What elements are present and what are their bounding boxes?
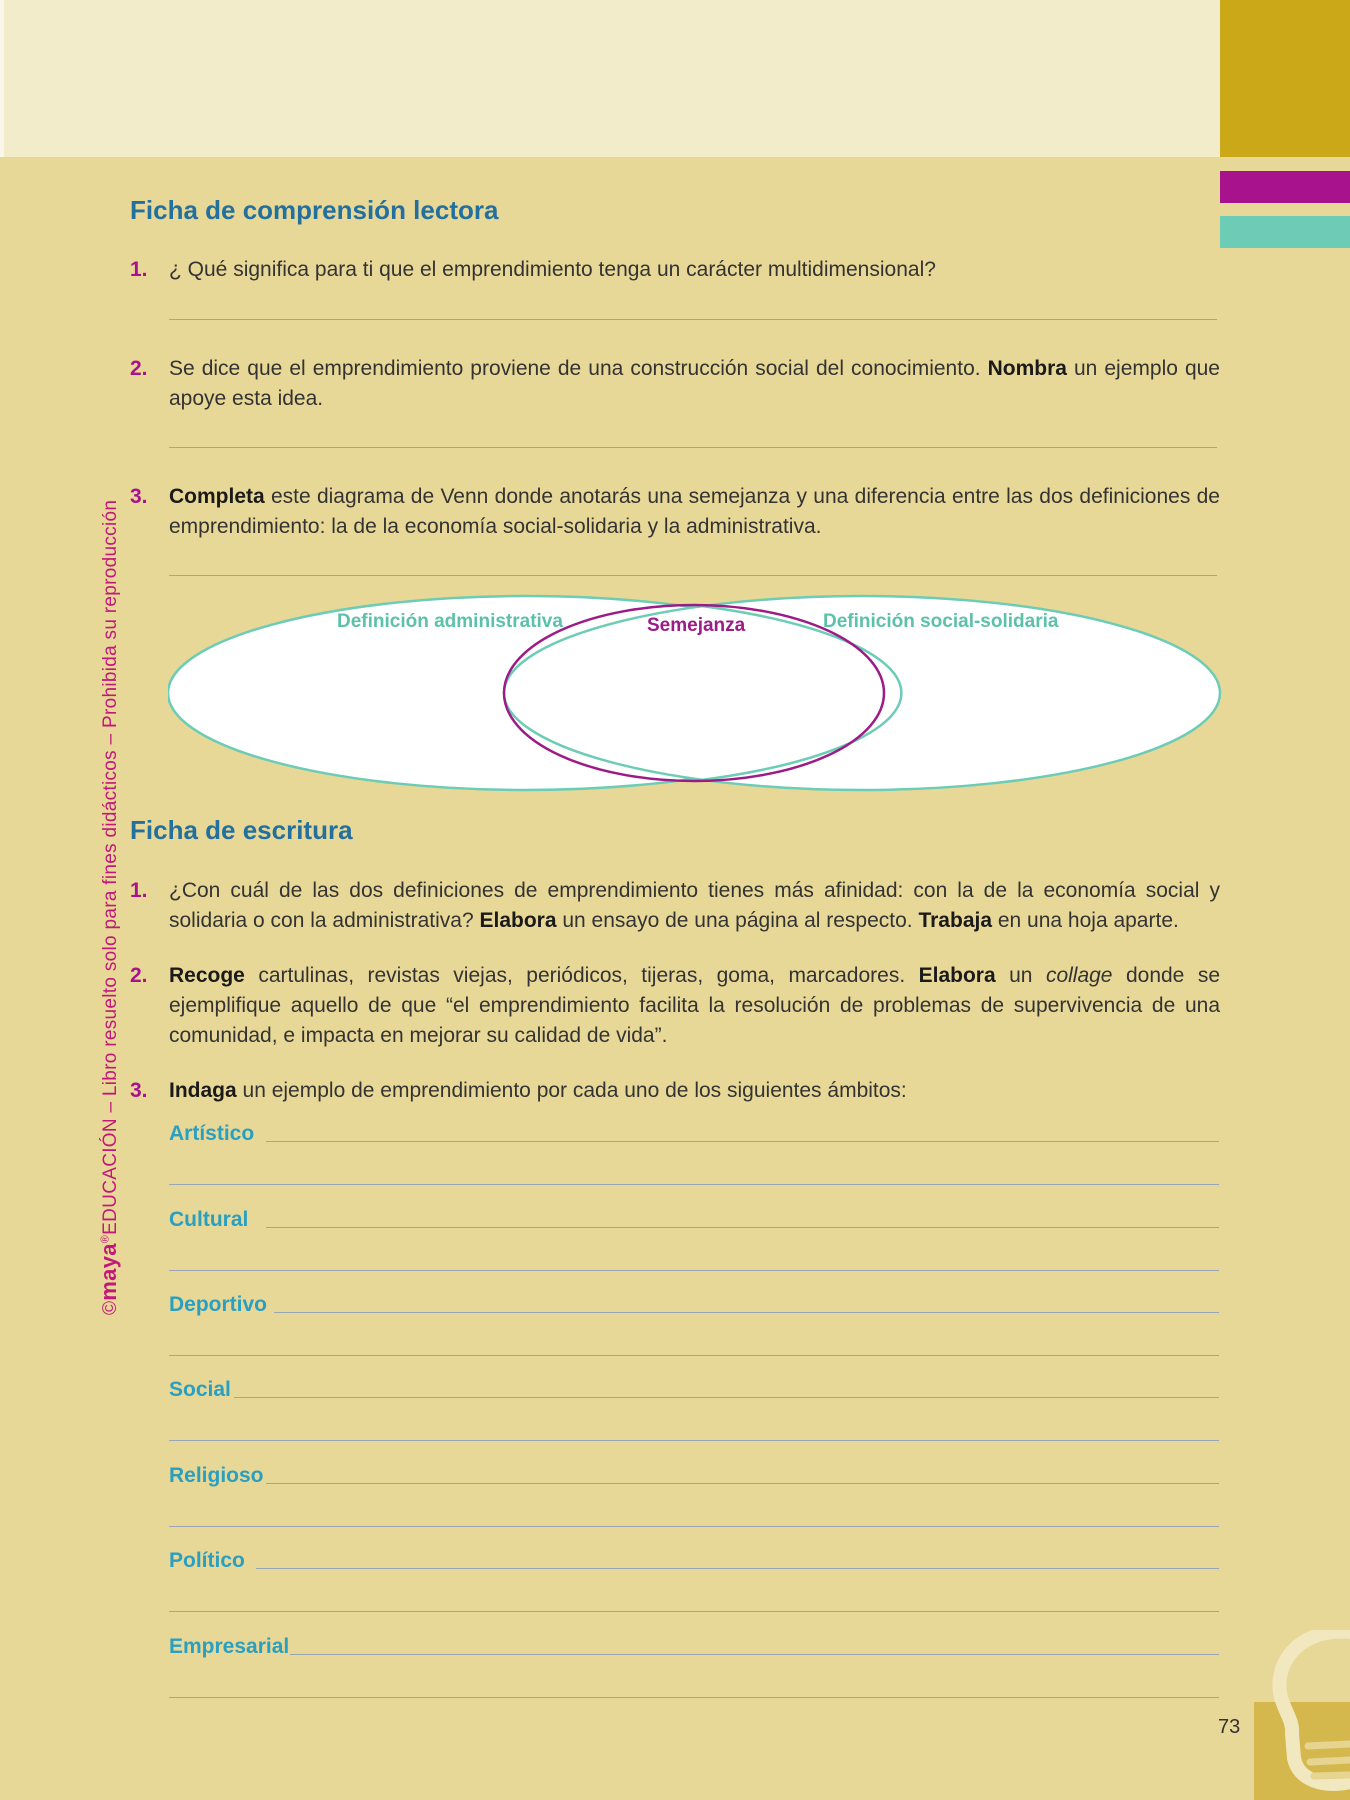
page-number: 73 (1218, 1716, 1241, 1738)
venn-label-social-solidaria: Definición social-solidaria (823, 611, 1059, 632)
ambito-answer-line[interactable] (169, 1355, 1219, 1356)
ambito-answer-line[interactable] (169, 1697, 1219, 1698)
ambito-answer-line[interactable] (266, 1227, 1219, 1228)
ambito-answer-line[interactable] (256, 1568, 1219, 1569)
brand-logo-text: maya (96, 1243, 121, 1301)
question-2: 2. Se dice que el emprendimiento proviene de una construcción social del conocimiento. Nombra un ejemplo que apoye esta idea. (130, 357, 1220, 410)
ambito-answer-line[interactable] (274, 1312, 1219, 1313)
corner-strip-magenta (1220, 171, 1350, 203)
lightbulb-icon (1254, 1630, 1350, 1800)
corner-strip-teal (1220, 216, 1350, 248)
ambito-label: Religioso (169, 1464, 264, 1487)
ambito-answer-line[interactable] (169, 1440, 1219, 1441)
writing-task-3: 3. Indaga un ejemplo de emprendimiento por cada uno de los siguientes ámbitos: (130, 1079, 907, 1102)
question-1: 1. ¿ Qué significa para ti que el emprendimiento tenga un carácter multidimensional? (130, 258, 936, 281)
ambito-answer-line[interactable] (290, 1654, 1219, 1655)
header-band-edge (0, 0, 4, 157)
answer-line[interactable] (169, 575, 1217, 576)
header-band (0, 0, 1220, 157)
question-3: 3. Completa este diagrama de Venn donde anotarás una semejanza y una diferencia entre las dos definiciones de emprendimiento: la de la economía social-solidaria y la administrativa. (130, 485, 1220, 538)
ambito-answer-line[interactable] (266, 1483, 1219, 1484)
ambito-label: Político (169, 1549, 245, 1572)
venn-label-administrativa: Definición administrativa (337, 611, 563, 632)
ambito-answer-line[interactable] (169, 1526, 1219, 1527)
ambito-answer-line[interactable] (169, 1270, 1219, 1271)
copyright-side-note: ©maya®EDUCACIÓN – Libro resuelto solo para fines didácticos – Prohibida su reproducción (96, 499, 121, 1315)
ambito-answer-line[interactable] (169, 1611, 1219, 1612)
answer-line[interactable] (169, 319, 1217, 320)
venn-label-semejanza: Semejanza (647, 615, 746, 636)
ambito-label: Cultural (169, 1208, 249, 1231)
section-title-escritura: Ficha de escritura (130, 815, 353, 845)
ambito-answer-line[interactable] (169, 1184, 1219, 1185)
ambito-label: Deportivo (169, 1293, 268, 1316)
ambito-label: Social (169, 1378, 231, 1401)
ambito-label: Empresarial (169, 1635, 290, 1658)
section-title-comprension: Ficha de comprensión lectora (130, 195, 499, 225)
ambito-answer-line[interactable] (266, 1141, 1219, 1142)
ambito-answer-line[interactable] (234, 1397, 1219, 1398)
answer-line[interactable] (169, 447, 1217, 448)
writing-task-1: 1. ¿Con cuál de las dos definiciones de emprendimiento tienes más afinidad: con la de la economía social y solidaria o con la administrativa? Elabora un ensayo de una página al respecto. Trabaja en una hoja aparte. (130, 879, 1220, 932)
writing-task-2: 2. Recoge cartulinas, revistas viejas, periódicos, tijeras, goma, marcadores. Elabora un collage donde se ejemplifique aquello de que “el emprendimiento facilita la resolución de problemas de supervivencia de una comunidad, e impacta en mejorar su calidad de vida”. (130, 964, 1220, 1047)
ambito-label: Artístico (169, 1122, 255, 1145)
corner-tab-gold (1220, 0, 1350, 157)
